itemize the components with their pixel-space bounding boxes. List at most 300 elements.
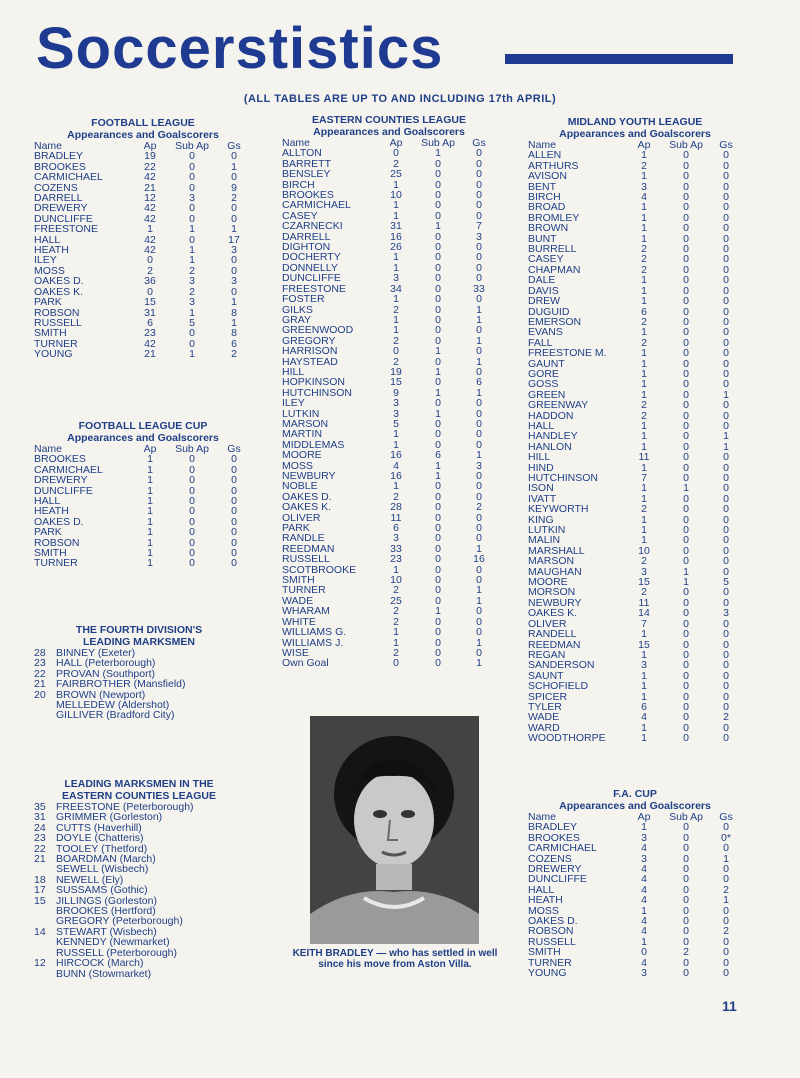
table-row bbox=[282, 346, 496, 356]
column-header: Sub Ap bbox=[421, 137, 455, 149]
stat-cell: 3 bbox=[641, 852, 647, 865]
player-club: NEWELL (Ely) bbox=[56, 873, 124, 886]
stat-cell: 15 bbox=[638, 638, 650, 651]
stat-cell: 34 bbox=[390, 282, 402, 295]
stat-cell: 3 bbox=[641, 565, 647, 578]
section-title: FOOTBALL LEAGUE CUP bbox=[78, 420, 208, 432]
stat-cell: 1 bbox=[683, 565, 689, 578]
table-row bbox=[282, 513, 496, 523]
stat-cell: 0 bbox=[683, 524, 689, 537]
stat-cell: 4 bbox=[641, 842, 647, 855]
stat-cell: 0 bbox=[683, 222, 689, 235]
stat-cell: 1 bbox=[641, 232, 647, 245]
fa-cup-section bbox=[528, 788, 742, 979]
stat-cell: 26 bbox=[390, 241, 402, 254]
player-name-cell: HALL bbox=[34, 495, 61, 508]
stat-cell: 0 bbox=[435, 251, 441, 264]
photo-caption: KEITH BRADLEY — who has settled in well since his move from Aston Villa. bbox=[292, 948, 498, 970]
stat-cell: 1 bbox=[641, 524, 647, 537]
stat-cell: 0 bbox=[723, 935, 729, 948]
stat-cell: 0 bbox=[435, 615, 441, 628]
stat-cell: 2 bbox=[641, 315, 647, 328]
stat-cell: 0 bbox=[683, 883, 689, 896]
stat-cell: 1 bbox=[147, 484, 153, 497]
stat-cell: 0 bbox=[231, 495, 237, 508]
stat-cell: 1 bbox=[393, 636, 399, 649]
player-name-cell: RANDLE bbox=[282, 532, 325, 545]
stat-cell: 1 bbox=[476, 584, 482, 597]
table-row bbox=[34, 349, 252, 359]
stat-cell: 1 bbox=[476, 449, 482, 462]
stat-cell: 0 bbox=[723, 263, 729, 276]
player-name-cell: SANDERSON bbox=[528, 659, 595, 672]
player-name-cell: DUNCLIFFE bbox=[528, 873, 587, 886]
stat-cell: 0 bbox=[683, 915, 689, 928]
stat-cell: 7 bbox=[641, 472, 647, 484]
stat-cell: 0 bbox=[476, 470, 482, 482]
stat-cell: 0 bbox=[393, 345, 399, 358]
stats-table bbox=[34, 141, 252, 360]
stat-cell: 0 bbox=[189, 536, 195, 549]
stat-cell: 2 bbox=[641, 263, 647, 276]
stat-cell: 0 bbox=[476, 189, 482, 202]
stat-cell: 0 bbox=[723, 191, 729, 204]
player-name-cell: REEDMAN bbox=[282, 542, 335, 555]
stat-cell: 0 bbox=[683, 628, 689, 641]
stat-cell: 0 bbox=[476, 490, 482, 503]
player-name-cell: HANDLEY bbox=[528, 430, 578, 443]
stat-cell: 0 bbox=[435, 657, 441, 670]
stat-cell: 0 bbox=[393, 147, 399, 160]
stat-cell: 0 bbox=[435, 511, 441, 524]
stat-cell: 1 bbox=[147, 515, 153, 528]
stat-cell: 0 bbox=[476, 428, 482, 441]
stat-cell: 0 bbox=[476, 168, 482, 181]
stat-cell: 0 bbox=[641, 946, 647, 959]
player-name-cell: BROAD bbox=[528, 201, 566, 214]
stat-cell: 23 bbox=[144, 327, 156, 340]
stat-cell: 0 bbox=[723, 873, 729, 886]
stat-cell: 1 bbox=[476, 657, 482, 670]
player-club: BUNN (Stowmarket) bbox=[56, 967, 152, 980]
player-name-cell: ISON bbox=[528, 482, 554, 495]
player-club: PROVAN (Southport) bbox=[56, 667, 156, 680]
player-club: CUTTS (Haverhill) bbox=[56, 821, 142, 834]
player-name-cell: SCHOFIELD bbox=[528, 680, 589, 693]
ec-marksmen bbox=[34, 778, 264, 979]
stat-cell: 0 bbox=[476, 397, 482, 410]
stat-cell: 1 bbox=[189, 254, 195, 267]
stat-cell: 0 bbox=[476, 626, 482, 639]
stat-cell: 0 bbox=[723, 451, 729, 464]
stat-cell: 2 bbox=[231, 348, 237, 361]
stat-cell: 4 bbox=[641, 711, 647, 724]
table-row bbox=[34, 538, 252, 548]
stat-cell: 0 bbox=[723, 503, 729, 516]
table-row bbox=[528, 275, 742, 285]
stat-cell: 4 bbox=[641, 956, 647, 969]
stat-cell: 0 bbox=[189, 337, 195, 350]
player-name-cell: TURNER bbox=[528, 956, 572, 969]
stat-cell: 0 bbox=[723, 201, 729, 214]
stat-cell: 16 bbox=[473, 553, 485, 566]
stat-cell: 0 bbox=[723, 555, 729, 568]
stat-cell: 0 bbox=[683, 925, 689, 938]
column-header: Gs bbox=[472, 137, 486, 149]
stat-cell: 33 bbox=[473, 282, 485, 295]
stat-cell: 0 bbox=[189, 526, 195, 539]
stat-cell: 3 bbox=[189, 192, 195, 205]
player-name-cell: OAKES D. bbox=[34, 275, 84, 288]
stat-cell: 0 bbox=[435, 480, 441, 493]
stat-cell: 0 bbox=[189, 150, 195, 163]
stat-cell: 0 bbox=[723, 680, 729, 693]
stat-cell: 0 bbox=[723, 399, 729, 412]
stat-cell: 1 bbox=[641, 680, 647, 693]
table-row bbox=[34, 517, 252, 527]
player-club: BINNEY (Exeter) bbox=[56, 647, 136, 659]
stat-cell: 8 bbox=[231, 306, 237, 319]
stat-cell: 0 bbox=[683, 586, 689, 599]
goal-count: 18 bbox=[34, 873, 46, 886]
player-name-cell: HOPKINSON bbox=[282, 376, 346, 389]
column-header: Gs bbox=[719, 811, 733, 823]
player-name-cell: RUSSELL bbox=[528, 935, 576, 948]
player-name-cell: MARTIN bbox=[282, 428, 323, 441]
stat-cell: 31 bbox=[144, 306, 156, 319]
stat-cell: 0 bbox=[683, 201, 689, 214]
stat-cell: 0 bbox=[435, 189, 441, 202]
player-club: DOYLE (Chatteris) bbox=[56, 832, 144, 845]
table-row bbox=[34, 245, 252, 255]
stat-cell: 1 bbox=[435, 605, 441, 618]
stat-cell: 1 bbox=[641, 461, 647, 474]
player-name-cell: ILEY bbox=[282, 397, 305, 410]
column-header: Gs bbox=[227, 443, 241, 455]
stat-cell: 0 bbox=[723, 315, 729, 328]
stat-cell: 0 bbox=[723, 243, 729, 256]
stat-cell: 0 bbox=[723, 700, 729, 713]
stat-cell: 0 bbox=[476, 407, 482, 420]
stat-cell: 22 bbox=[144, 160, 156, 173]
stat-cell: 0 bbox=[683, 904, 689, 917]
player-name-cell: MOORE bbox=[282, 449, 322, 462]
stat-cell: 0 bbox=[723, 482, 729, 495]
stat-cell: 1 bbox=[393, 199, 399, 212]
stat-cell: 0 bbox=[683, 638, 689, 651]
title-rule bbox=[505, 54, 733, 64]
stats-table bbox=[34, 444, 252, 569]
stat-cell: 0 bbox=[476, 178, 482, 191]
goal-count: 24 bbox=[34, 821, 46, 834]
stat-cell: 0 bbox=[723, 690, 729, 703]
player-name-cell: BRADLEY bbox=[34, 150, 84, 163]
player-name-cell: ROBSON bbox=[34, 536, 80, 549]
stat-cell: 2 bbox=[231, 192, 237, 205]
stat-cell: 1 bbox=[476, 334, 482, 347]
player-club: JILLINGS (Gorleston) bbox=[56, 894, 157, 907]
stat-cell: 1 bbox=[147, 547, 153, 560]
player-name-cell: HUTCHINSON bbox=[528, 472, 598, 484]
stat-cell: 0 bbox=[723, 419, 729, 432]
stat-cell: 2 bbox=[393, 646, 399, 659]
player-club: MELLEDEW (Aldershot) bbox=[56, 699, 170, 712]
stat-cell: 5 bbox=[393, 417, 399, 430]
player-photo bbox=[310, 716, 479, 944]
stat-cell: 42 bbox=[144, 212, 156, 225]
goal-count: 22 bbox=[34, 667, 46, 680]
player-name-cell: REGAN bbox=[528, 648, 566, 661]
stat-cell: 1 bbox=[476, 636, 482, 649]
stat-cell: 0 bbox=[683, 440, 689, 453]
stat-cell: 0 bbox=[435, 532, 441, 545]
stat-cell: 2 bbox=[641, 503, 647, 516]
goal-count: 35 bbox=[34, 801, 46, 813]
stat-cell: 0 bbox=[723, 170, 729, 183]
player-name-cell: KING bbox=[528, 513, 554, 526]
midland-youth-section bbox=[528, 116, 742, 744]
column-header: Ap bbox=[389, 137, 403, 149]
player-name-cell: DIGHTON bbox=[282, 241, 331, 254]
stat-cell: 1 bbox=[189, 348, 195, 361]
player-club: BROOKES (Hertford) bbox=[56, 905, 156, 918]
table-row bbox=[34, 287, 252, 297]
stat-cell: 0 bbox=[683, 873, 689, 886]
stat-cell: 0 bbox=[435, 397, 441, 410]
goal-count: 17 bbox=[34, 884, 46, 897]
player-name-cell: DREW bbox=[528, 295, 561, 308]
stat-cell: 0 bbox=[723, 638, 729, 651]
table-row bbox=[528, 629, 742, 639]
fourth-division-marksmen bbox=[34, 624, 264, 721]
section-title: EASTERN COUNTIES LEAGUE bbox=[61, 790, 216, 802]
stat-cell: 0 bbox=[723, 336, 729, 349]
stat-cell: 0 bbox=[723, 842, 729, 855]
stat-cell: 1 bbox=[393, 261, 399, 274]
stat-cell: 0 bbox=[723, 326, 729, 339]
stat-cell: 0 bbox=[683, 180, 689, 193]
player-name-cell: SAUNT bbox=[528, 669, 564, 682]
stat-cell: 31 bbox=[390, 220, 402, 233]
stat-cell: 0 bbox=[189, 474, 195, 487]
stat-cell: 6 bbox=[641, 700, 647, 713]
stat-cell: 0 bbox=[723, 721, 729, 734]
stat-cell: 0 bbox=[435, 303, 441, 316]
stat-cell: 0 bbox=[435, 230, 441, 243]
stat-cell: 0 bbox=[231, 463, 237, 476]
stat-cell: 0 bbox=[476, 345, 482, 358]
player-name-cell: OLIVER bbox=[282, 511, 321, 524]
player-name-cell: GREGORY bbox=[282, 334, 336, 347]
player-name-cell: MIDDLEMAS bbox=[282, 438, 345, 451]
stat-cell: 0 bbox=[231, 536, 237, 549]
stat-cell: 0 bbox=[683, 305, 689, 318]
stat-cell: 0 bbox=[723, 222, 729, 235]
goal-count: 20 bbox=[34, 688, 46, 701]
stat-cell: 2 bbox=[641, 253, 647, 266]
stat-cell: 1 bbox=[641, 201, 647, 214]
stat-cell: 1 bbox=[231, 223, 237, 236]
player-name-cell: MORSON bbox=[528, 586, 576, 599]
stat-cell: 3 bbox=[476, 459, 482, 472]
table-row bbox=[528, 525, 742, 535]
player-name-cell: TURNER bbox=[34, 557, 78, 570]
stat-cell: 0 bbox=[435, 501, 441, 514]
table-row bbox=[528, 265, 742, 275]
stat-cell: 0 bbox=[683, 159, 689, 172]
stat-cell: 1 bbox=[435, 345, 441, 358]
table-row bbox=[528, 369, 742, 379]
table-row bbox=[282, 305, 496, 315]
player-name-cell: MAUGHAN bbox=[528, 565, 582, 578]
goal-count: 21 bbox=[34, 853, 46, 866]
stat-cell: 1 bbox=[147, 453, 153, 466]
stat-cell: 10 bbox=[390, 189, 402, 202]
stat-cell: 5 bbox=[723, 576, 729, 589]
stat-cell: 0 bbox=[723, 378, 729, 391]
stat-cell: 0 bbox=[189, 484, 195, 497]
table-row bbox=[282, 450, 496, 460]
section-subtitle: Appearances and Goalscorers bbox=[559, 800, 711, 812]
goal-count: 14 bbox=[34, 925, 46, 938]
stat-cell: 16 bbox=[390, 230, 402, 243]
stat-cell: 0 bbox=[189, 327, 195, 340]
player-name-cell: DALE bbox=[528, 274, 556, 287]
stat-cell: 1 bbox=[641, 440, 647, 453]
table-row bbox=[528, 733, 742, 743]
stat-cell: 0 bbox=[683, 170, 689, 183]
stat-cell: 0 bbox=[683, 378, 689, 391]
stat-cell: 0 bbox=[476, 438, 482, 451]
stat-cell: 33 bbox=[390, 542, 402, 555]
stat-cell: 0 bbox=[435, 199, 441, 212]
player-club: STEWART (Wisbech) bbox=[56, 925, 157, 938]
stat-cell: 0 bbox=[231, 515, 237, 528]
player-name-cell: HEATH bbox=[528, 894, 563, 907]
stat-cell: 0 bbox=[723, 149, 729, 162]
stat-cell: 0 bbox=[683, 534, 689, 547]
stat-cell: 0 bbox=[435, 272, 441, 285]
player-name-cell: BROOKES bbox=[528, 831, 580, 844]
stat-cell: 0 bbox=[723, 967, 729, 980]
player-name-cell: CASEY bbox=[528, 253, 564, 266]
player-name-cell: DARRELL bbox=[282, 230, 331, 243]
player-club: FAIRBROTHER (Mansfield) bbox=[56, 678, 186, 691]
player-name-cell: COZENS bbox=[528, 852, 572, 865]
table-row bbox=[528, 895, 742, 905]
player-name-cell: ILEY bbox=[34, 254, 57, 267]
stat-cell: 2 bbox=[723, 925, 729, 938]
stat-cell: 0 bbox=[189, 171, 195, 184]
stat-cell: 0 bbox=[189, 557, 195, 570]
stat-cell: 1 bbox=[147, 463, 153, 476]
goal-count: 15 bbox=[34, 894, 46, 907]
stat-cell: 4 bbox=[641, 883, 647, 896]
stat-cell: 0 bbox=[476, 511, 482, 524]
stat-cell: 1 bbox=[147, 495, 153, 508]
player-name-cell: OAKES K. bbox=[34, 285, 84, 298]
stat-cell: 9 bbox=[393, 386, 399, 399]
stat-cell: 2 bbox=[393, 490, 399, 503]
stat-cell: 0 bbox=[231, 264, 237, 277]
player-name-cell: FREESTONE bbox=[282, 282, 346, 295]
stat-cell: 0 bbox=[476, 251, 482, 264]
stat-cell: 0 bbox=[723, 305, 729, 318]
player-name-cell: PARK bbox=[282, 522, 310, 535]
stat-cell: 6 bbox=[231, 337, 237, 350]
stat-cell: 1 bbox=[435, 470, 441, 482]
stat-cell: 0 bbox=[683, 935, 689, 948]
stat-cell: 25 bbox=[390, 168, 402, 181]
player-name-cell: GRAY bbox=[282, 313, 311, 326]
stat-cell: 4 bbox=[641, 863, 647, 876]
stat-cell: 11 bbox=[638, 451, 650, 464]
table-row bbox=[282, 294, 496, 304]
player-name-cell: CARMICHAEL bbox=[34, 171, 103, 184]
player-name-cell: EMERSON bbox=[528, 315, 582, 328]
stat-cell: 0 bbox=[723, 524, 729, 537]
stat-cell: 21 bbox=[144, 348, 156, 361]
player-name-cell: BROOKES bbox=[34, 453, 86, 466]
stat-cell: 0 bbox=[476, 605, 482, 618]
player-name-cell: YOUNG bbox=[34, 348, 73, 361]
tables-note: (ALL TABLES ARE UP TO AND INCLUDING 17th APRIL) bbox=[243, 93, 557, 105]
player-name-cell: MARSON bbox=[528, 555, 575, 568]
section-title: FOOTBALL LEAGUE bbox=[91, 117, 195, 129]
section-subtitle: Appearances and Goalscorers bbox=[67, 432, 219, 444]
stat-cell: 2 bbox=[641, 336, 647, 349]
stat-cell: 1 bbox=[435, 386, 441, 399]
column-header: Name bbox=[282, 137, 311, 149]
stat-cell: 0 bbox=[476, 417, 482, 430]
player-name-cell: HAYSTEAD bbox=[282, 355, 338, 368]
stat-cell: 1 bbox=[641, 732, 647, 745]
stat-cell: 3 bbox=[189, 275, 195, 288]
stat-cell: 0 bbox=[723, 232, 729, 245]
stat-cell: 1 bbox=[393, 324, 399, 337]
stat-cell: 0 bbox=[435, 355, 441, 368]
stat-cell: 0 bbox=[476, 365, 482, 378]
player-name-cell: CASEY bbox=[282, 209, 318, 222]
player-name-cell: BURRELL bbox=[528, 243, 577, 256]
table-row bbox=[528, 702, 742, 712]
stat-cell: 0 bbox=[723, 513, 729, 526]
stat-cell: 0 bbox=[476, 532, 482, 545]
player-name-cell: BENT bbox=[528, 180, 557, 193]
stat-cell: 25 bbox=[390, 594, 402, 607]
stat-cell: 0 bbox=[231, 202, 237, 215]
stat-cell: 0 bbox=[723, 253, 729, 266]
stat-cell: 23 bbox=[390, 553, 402, 566]
player-club: HALL (Peterborough) bbox=[56, 657, 156, 670]
stat-cell: 17 bbox=[228, 233, 240, 246]
player-name-cell: BROOKES bbox=[282, 189, 334, 202]
stat-cell: 42 bbox=[144, 244, 156, 257]
player-club: BROWN (Newport) bbox=[56, 688, 146, 701]
stat-cell: 0 bbox=[683, 232, 689, 245]
stat-cell: 42 bbox=[144, 202, 156, 215]
stat-cell: 2 bbox=[393, 334, 399, 347]
stat-cell: 1 bbox=[147, 505, 153, 518]
player-name-cell: DOCHERTY bbox=[282, 251, 341, 264]
player-portrait-image bbox=[310, 716, 479, 944]
player-name-cell: DREWERY bbox=[528, 863, 582, 876]
player-name-cell: CARMICHAEL bbox=[528, 842, 597, 855]
stat-cell: 1 bbox=[641, 690, 647, 703]
table-row bbox=[282, 388, 496, 398]
stat-cell: 0 bbox=[476, 272, 482, 285]
stat-cell: 1 bbox=[476, 386, 482, 399]
